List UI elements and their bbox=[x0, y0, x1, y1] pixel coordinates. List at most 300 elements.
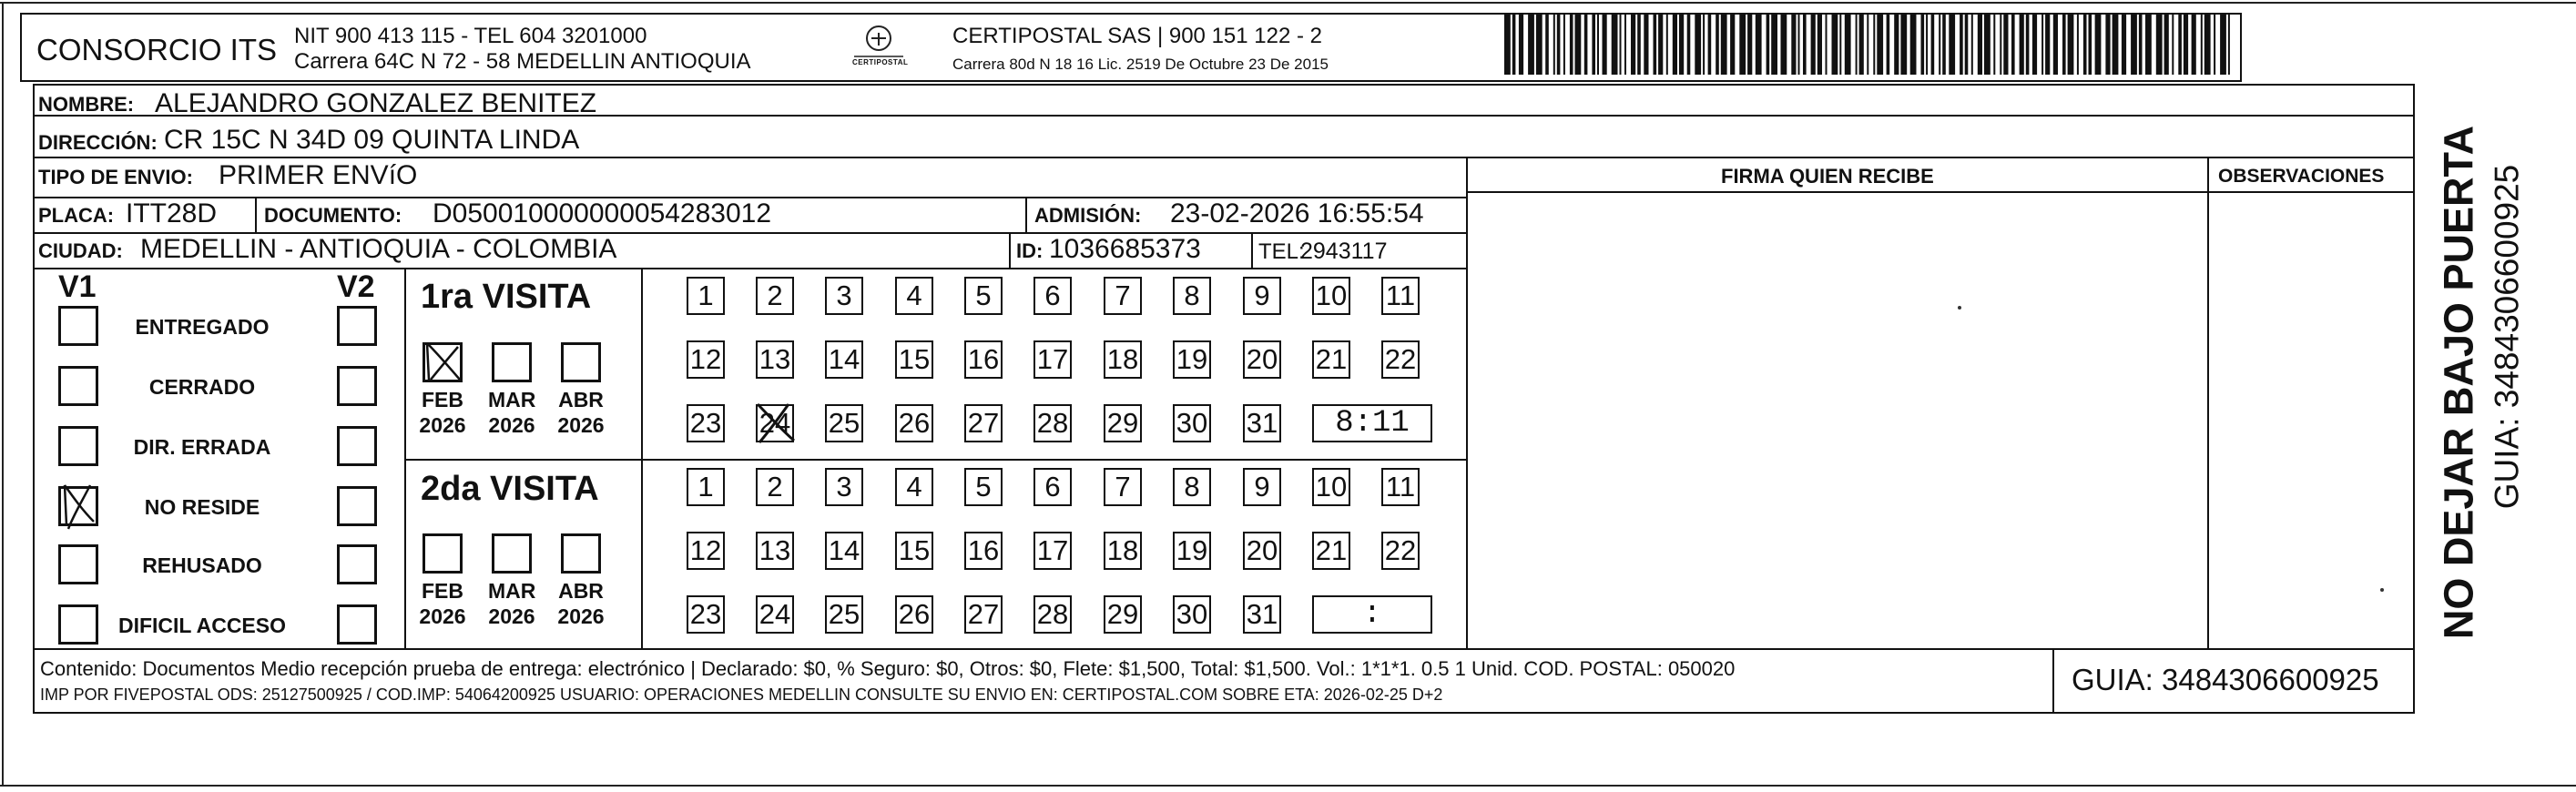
barcode-bar bbox=[2020, 15, 2024, 75]
bottom-form-line bbox=[33, 648, 2415, 650]
barcode-bar bbox=[2156, 15, 2163, 75]
day-box[interactable] bbox=[1173, 340, 1211, 379]
barcode-bar bbox=[1620, 15, 1622, 75]
day-box[interactable] bbox=[1173, 277, 1211, 315]
barcode-bar bbox=[1960, 15, 1963, 75]
barcode-bar bbox=[1563, 15, 1565, 75]
day-number: 15 bbox=[898, 343, 931, 375]
barcode-bar bbox=[1965, 15, 1969, 75]
barcode-bar bbox=[1687, 15, 1691, 75]
barcode-bar bbox=[2122, 15, 2126, 75]
day-box[interactable] bbox=[687, 277, 725, 315]
month-year: 2026 bbox=[488, 413, 535, 437]
barcode-bar bbox=[1811, 15, 1816, 75]
placa-divider bbox=[255, 197, 257, 232]
barcode-bar bbox=[2068, 15, 2074, 75]
obs-left-divider bbox=[2207, 157, 2209, 648]
no-dejar-label: NO DEJAR BAJO PUERTA bbox=[2435, 125, 2482, 640]
day-number: 21 bbox=[1315, 343, 1348, 375]
tel-label: TEL: bbox=[1258, 239, 1305, 264]
day-box[interactable] bbox=[895, 340, 933, 379]
day-box[interactable] bbox=[895, 532, 933, 570]
row-line-2 bbox=[33, 157, 2415, 158]
barcode-bar bbox=[1939, 15, 1940, 75]
day-box[interactable] bbox=[964, 595, 1003, 634]
barcode-bar bbox=[1993, 15, 1995, 75]
barcode-bar bbox=[1894, 15, 1899, 75]
day-box[interactable] bbox=[1381, 340, 1420, 379]
day-number: 7 bbox=[1115, 471, 1131, 503]
day-box[interactable] bbox=[1173, 404, 1211, 442]
month-checkbox[interactable] bbox=[423, 342, 463, 382]
barcode-bar bbox=[2011, 15, 2015, 75]
visit2-title: 2da VISITA bbox=[421, 470, 599, 508]
license-line: Carrera 80d N 18 16 Lic. 2519 De Octubre 23 De 2015 bbox=[952, 56, 1329, 73]
status-label: CERRADO bbox=[148, 375, 256, 399]
day-box[interactable] bbox=[825, 468, 863, 506]
status-label: NO RESIDE bbox=[144, 495, 260, 519]
day-number: 20 bbox=[1246, 343, 1278, 375]
day-box[interactable] bbox=[1033, 277, 1072, 315]
status-label: REHUSADO bbox=[142, 553, 262, 577]
day-box[interactable] bbox=[756, 532, 794, 570]
tel-divider bbox=[1251, 232, 1253, 268]
barcode-bar bbox=[2077, 15, 2079, 75]
barcode-bar bbox=[2083, 15, 2087, 75]
nit-line: NIT 900 413 115 - TEL 604 3201000 bbox=[294, 24, 647, 48]
barcode-bar bbox=[2003, 15, 2008, 75]
barcode-bar bbox=[1624, 15, 1626, 75]
day-box[interactable] bbox=[1104, 340, 1142, 379]
side-guia-label: GUIA: 3484306600925 bbox=[2488, 164, 2526, 510]
v1-label: V1 bbox=[58, 269, 97, 304]
day-number: 13 bbox=[759, 343, 791, 375]
day-number: 13 bbox=[759, 534, 791, 566]
barcode-bar bbox=[1557, 15, 1561, 75]
logo-text: CERTIPOSTAL bbox=[852, 58, 909, 66]
month-year: 2026 bbox=[488, 604, 535, 628]
barcode-bar bbox=[1817, 15, 1822, 75]
status-label: ENTREGADO bbox=[135, 315, 270, 339]
month-checkbox[interactable] bbox=[423, 533, 463, 574]
day-box[interactable] bbox=[756, 595, 794, 634]
day-number: 1 bbox=[697, 279, 714, 311]
month-name: MAR bbox=[488, 579, 536, 603]
day-box[interactable] bbox=[1381, 468, 1420, 506]
day-box[interactable] bbox=[964, 404, 1003, 442]
barcode-bar bbox=[1545, 15, 1549, 75]
day-box[interactable] bbox=[1173, 468, 1211, 506]
day-box[interactable] bbox=[964, 468, 1003, 506]
month-year: 2026 bbox=[419, 604, 466, 628]
day-box[interactable] bbox=[1104, 468, 1142, 506]
day-box[interactable] bbox=[895, 595, 933, 634]
day-number: 23 bbox=[689, 407, 722, 439]
admision-label: ADMISIÓN: bbox=[1034, 204, 1142, 227]
barcode-bar bbox=[1703, 15, 1705, 75]
id-label: ID: bbox=[1016, 239, 1044, 262]
day-box[interactable] bbox=[1033, 404, 1072, 442]
day-number: 22 bbox=[1384, 343, 1417, 375]
barcode-bar bbox=[1592, 15, 1595, 75]
barcode-bar bbox=[2192, 15, 2196, 75]
day-number: 9 bbox=[1254, 471, 1270, 503]
speck bbox=[1958, 306, 1961, 310]
barcode-bar bbox=[1528, 15, 1534, 75]
barcode bbox=[1504, 15, 2233, 75]
documento-label: DOCUMENTO: bbox=[264, 204, 402, 227]
day-number: 4 bbox=[906, 471, 922, 503]
barcode-bar bbox=[1949, 15, 1955, 75]
barcode-bar bbox=[2220, 15, 2226, 75]
month-name: ABR bbox=[558, 388, 604, 411]
barcode-bar bbox=[2000, 15, 2001, 75]
top-border-line bbox=[0, 2, 2576, 4]
month-checkbox[interactable] bbox=[492, 342, 532, 382]
day-box[interactable] bbox=[1312, 277, 1350, 315]
row-line-5 bbox=[33, 268, 1466, 269]
barcode-bar bbox=[1803, 15, 1807, 75]
barcode-bar bbox=[1887, 15, 1890, 75]
barcode-bar bbox=[2214, 15, 2215, 75]
address-line: Carrera 64C N 72 - 58 MEDELLIN ANTIOQUIA bbox=[294, 49, 751, 74]
day-number: 16 bbox=[967, 534, 1000, 566]
barcode-bar bbox=[2032, 15, 2037, 75]
day-number: 26 bbox=[898, 407, 931, 439]
barcode-bar bbox=[2184, 15, 2188, 75]
v2-checkbox[interactable] bbox=[337, 604, 377, 645]
day-box[interactable] bbox=[1033, 468, 1072, 506]
day-box[interactable] bbox=[1173, 595, 1211, 634]
day-box[interactable] bbox=[825, 277, 863, 315]
documento-value: D050010000000054283012 bbox=[433, 198, 772, 228]
barcode-bar bbox=[1679, 15, 1684, 75]
day-box[interactable] bbox=[1312, 468, 1350, 506]
barcode-bar bbox=[1730, 15, 1735, 75]
barcode-bar bbox=[1739, 15, 1746, 75]
day-box[interactable] bbox=[756, 277, 794, 315]
nombre-value: ALEJANDRO GONZALEZ BENITEZ bbox=[155, 88, 597, 118]
id-value: 1036685373 bbox=[1049, 234, 1201, 264]
firma-label: FIRMA QUIEN RECIBE bbox=[1721, 165, 1934, 188]
barcode-bar bbox=[2178, 15, 2182, 75]
barcode-bar bbox=[1519, 15, 1523, 75]
barcode-bar bbox=[1826, 15, 1828, 75]
day-box[interactable] bbox=[825, 404, 863, 442]
month-year: 2026 bbox=[557, 413, 605, 437]
tipo-value: PRIMER ENVíO bbox=[219, 160, 418, 190]
barcode-bar bbox=[1781, 15, 1787, 75]
barcode-bar bbox=[1845, 15, 1851, 75]
barcode-bar bbox=[2201, 15, 2203, 75]
day-number: 12 bbox=[689, 534, 722, 566]
visit1-title: 1ra VISITA bbox=[421, 278, 592, 316]
v2-checkbox[interactable] bbox=[337, 306, 377, 346]
barcode-bar bbox=[2053, 15, 2058, 75]
day-box[interactable] bbox=[756, 404, 794, 442]
barcode-bar bbox=[1553, 15, 1555, 75]
day-number: 3 bbox=[836, 471, 852, 503]
day-number: 10 bbox=[1315, 471, 1348, 503]
day-box[interactable] bbox=[1243, 277, 1281, 315]
day-number: 10 bbox=[1315, 279, 1348, 311]
day-box[interactable] bbox=[895, 468, 933, 506]
barcode-bar bbox=[1716, 15, 1719, 75]
day-number: 24 bbox=[759, 598, 791, 630]
day-number: 27 bbox=[967, 598, 1000, 630]
day-box[interactable] bbox=[756, 340, 794, 379]
admision-value: 23-02-2026 16:55:54 bbox=[1170, 198, 1424, 228]
barcode-bar bbox=[1791, 15, 1796, 75]
barcode-bar bbox=[1767, 15, 1770, 75]
day-number: 1 bbox=[697, 471, 714, 503]
firma-left-divider bbox=[1466, 157, 1468, 648]
day-number: 11 bbox=[1385, 471, 1416, 503]
barcode-bar bbox=[1900, 15, 1907, 75]
day-number: 19 bbox=[1176, 534, 1208, 566]
v2-checkbox[interactable] bbox=[337, 486, 377, 526]
v2-checkbox[interactable] bbox=[337, 366, 377, 406]
day-number: 29 bbox=[1106, 598, 1139, 630]
ciudad-value: MEDELLIN - ANTIOQUIA - COLOMBIA bbox=[140, 234, 617, 264]
barcode-bar bbox=[1873, 15, 1875, 75]
admision-divider bbox=[1025, 197, 1027, 232]
barcode-bar bbox=[1926, 15, 1928, 75]
barcode-bar bbox=[1631, 15, 1635, 75]
barcode-bar bbox=[1597, 15, 1599, 75]
month-checkbox[interactable] bbox=[561, 342, 601, 382]
day-box[interactable] bbox=[687, 340, 725, 379]
barcode-bar bbox=[1673, 15, 1677, 75]
day-number: 26 bbox=[898, 598, 931, 630]
day-number: 14 bbox=[828, 343, 860, 375]
day-box[interactable] bbox=[687, 404, 725, 442]
day-number: 12 bbox=[689, 343, 722, 375]
day-number: 14 bbox=[828, 534, 860, 566]
barcode-bar bbox=[2204, 15, 2211, 75]
day-box[interactable] bbox=[1381, 277, 1420, 315]
barcode-bar bbox=[2145, 15, 2152, 75]
month-checkbox[interactable] bbox=[561, 533, 601, 574]
day-box[interactable] bbox=[1312, 340, 1350, 379]
day-box[interactable] bbox=[964, 340, 1003, 379]
day-number: 6 bbox=[1044, 471, 1061, 503]
tel-value: 2943117 bbox=[1300, 239, 1388, 264]
barcode-bar bbox=[1666, 15, 1668, 75]
day-number: 3 bbox=[836, 279, 852, 311]
barcode-bar bbox=[1504, 15, 1511, 75]
day-number: 9 bbox=[1254, 279, 1270, 311]
day-box[interactable] bbox=[1173, 532, 1211, 570]
month-year: 2026 bbox=[419, 413, 466, 437]
day-number: 2 bbox=[767, 471, 783, 503]
day-box[interactable] bbox=[1104, 277, 1142, 315]
day-number: 17 bbox=[1036, 534, 1069, 566]
barcode-bar bbox=[1658, 15, 1663, 75]
day-box[interactable] bbox=[1243, 468, 1281, 506]
barcode-bar bbox=[2172, 15, 2174, 75]
day-number: 5 bbox=[975, 471, 992, 503]
barcode-bar bbox=[2045, 15, 2050, 75]
day-number: 11 bbox=[1385, 279, 1416, 311]
visit-split-line bbox=[404, 459, 1466, 461]
barcode-bar bbox=[1859, 15, 1864, 75]
barcode-bar bbox=[1637, 15, 1641, 75]
barcode-bar bbox=[1839, 15, 1841, 75]
barcode-bar bbox=[1910, 15, 1917, 75]
month-name: MAR bbox=[488, 388, 536, 411]
barcode-bar bbox=[2105, 15, 2110, 75]
day-number: 22 bbox=[1384, 534, 1417, 566]
day-box[interactable] bbox=[825, 340, 863, 379]
day-box[interactable] bbox=[1033, 340, 1072, 379]
day-number: 18 bbox=[1106, 534, 1139, 566]
footer-guia: GUIA: 3484306600925 bbox=[2072, 663, 2379, 696]
day-number: 28 bbox=[1036, 598, 1069, 630]
day-number: 25 bbox=[828, 407, 860, 439]
day-number: 20 bbox=[1246, 534, 1278, 566]
day-box[interactable] bbox=[687, 468, 725, 506]
day-number: 18 bbox=[1106, 343, 1139, 375]
day-box[interactable] bbox=[825, 595, 863, 634]
barcode-bar bbox=[1695, 15, 1701, 75]
barcode-bar bbox=[1798, 15, 1800, 75]
barcode-bar bbox=[2113, 15, 2119, 75]
status-label: DIFICIL ACCESO bbox=[117, 614, 286, 637]
day-number: 23 bbox=[689, 598, 722, 630]
day-box[interactable] bbox=[756, 468, 794, 506]
barcode-bar bbox=[1756, 15, 1762, 75]
day-number: 25 bbox=[828, 598, 860, 630]
firma-header-line bbox=[1466, 191, 2415, 193]
day-number: 30 bbox=[1176, 407, 1208, 439]
barcode-bar bbox=[2089, 15, 2092, 75]
month-name: ABR bbox=[558, 579, 604, 603]
month-name: FEB bbox=[422, 388, 463, 411]
direccion-label: DIRECCIÓN: bbox=[38, 131, 158, 154]
barcode-bar bbox=[1747, 15, 1752, 75]
barcode-bar bbox=[1721, 15, 1727, 75]
barcode-bar bbox=[1921, 15, 1925, 75]
visit-days-divider bbox=[641, 268, 643, 648]
month-year: 2026 bbox=[557, 604, 605, 628]
barcode-bar bbox=[2041, 15, 2043, 75]
day-number: 28 bbox=[1036, 407, 1069, 439]
day-box[interactable] bbox=[964, 532, 1003, 570]
day-box[interactable] bbox=[1312, 532, 1350, 570]
barcode-bar bbox=[1978, 15, 1982, 75]
day-box[interactable] bbox=[1381, 532, 1420, 570]
footer-contenido: Contenido: Documentos Medio recepción prueba de entrega: electrónico | Declarado: $0, % Seguro: $0, Otros: $0, Flete: $1,500, Total: $1,500. Vol.: 1*1*1. 0.5 1 Unid. COD. POSTAL: 050020 bbox=[40, 657, 1736, 680]
footer-imp: IMP POR FIVEPOSTAL ODS: 25127500925 / COD.IMP: 54064200925 USUARIO: OPERACIONES MEDELLIN CONSULTE SU ENVIO EN: CERTIPOSTAL.COM SOBRE ETA: 2026-02-25 D+2 bbox=[40, 685, 1443, 704]
day-number: 4 bbox=[906, 279, 922, 311]
day-number: 30 bbox=[1176, 598, 1208, 630]
day-box[interactable] bbox=[895, 404, 933, 442]
day-number: 6 bbox=[1044, 279, 1061, 311]
nombre-label: NOMBRE: bbox=[38, 93, 135, 116]
day-number: 31 bbox=[1246, 598, 1278, 630]
month-checkbox[interactable] bbox=[492, 533, 532, 574]
status-label: DIR. ERRADA bbox=[133, 435, 271, 459]
barcode-bar bbox=[2062, 15, 2066, 75]
barcode-bar bbox=[2228, 15, 2230, 75]
day-number: 15 bbox=[898, 534, 931, 566]
barcode-bar bbox=[1971, 15, 1973, 75]
barcode-bar bbox=[1877, 15, 1883, 75]
visit-time-box[interactable]: : bbox=[1312, 595, 1432, 634]
barcode-bar bbox=[1867, 15, 1868, 75]
day-box[interactable] bbox=[687, 532, 725, 570]
barcode-bar bbox=[1512, 15, 1516, 75]
speck bbox=[2380, 588, 2384, 592]
day-box[interactable] bbox=[1243, 340, 1281, 379]
day-box[interactable] bbox=[1033, 595, 1072, 634]
day-box[interactable] bbox=[1243, 532, 1281, 570]
barcode-bar bbox=[1708, 15, 1712, 75]
day-number: 8 bbox=[1184, 279, 1200, 311]
barcode-bar bbox=[1603, 15, 1607, 75]
v2-checkbox[interactable] bbox=[337, 426, 377, 466]
barcode-bar bbox=[1832, 15, 1838, 75]
day-box[interactable] bbox=[1033, 532, 1072, 570]
day-number: 21 bbox=[1315, 534, 1348, 566]
day-number: 17 bbox=[1036, 343, 1069, 375]
barcode-bar bbox=[1942, 15, 1946, 75]
day-box[interactable] bbox=[1243, 404, 1281, 442]
day-number: 2 bbox=[767, 279, 783, 311]
barcode-bar bbox=[1856, 15, 1858, 75]
barcode-bar bbox=[1536, 15, 1543, 75]
day-box[interactable] bbox=[1243, 595, 1281, 634]
v2-checkbox[interactable] bbox=[337, 544, 377, 584]
placa-value: ITT28D bbox=[126, 198, 218, 228]
day-number: 29 bbox=[1106, 407, 1139, 439]
barcode-bar bbox=[1584, 15, 1588, 75]
guia-box-divider bbox=[2052, 648, 2054, 714]
status-divider bbox=[404, 268, 406, 648]
day-number: 8 bbox=[1184, 471, 1200, 503]
bottom-border-line bbox=[0, 785, 2576, 787]
day-number: 16 bbox=[967, 343, 1000, 375]
placa-label: PLACA: bbox=[38, 204, 115, 227]
day-number: 7 bbox=[1115, 279, 1131, 311]
barcode-bar bbox=[2164, 15, 2169, 75]
visit-time-box[interactable]: 8:11 bbox=[1312, 404, 1432, 442]
day-box[interactable] bbox=[1104, 404, 1142, 442]
month-name: FEB bbox=[422, 579, 463, 603]
day-box[interactable] bbox=[1104, 532, 1142, 570]
direccion-value: CR 15C N 34D 09 QUINTA LINDA bbox=[164, 125, 580, 155]
day-box[interactable] bbox=[687, 595, 725, 634]
barcode-bar bbox=[1644, 15, 1648, 75]
barcode-bar bbox=[2139, 15, 2143, 75]
day-box[interactable] bbox=[1104, 595, 1142, 634]
tipo-label: TIPO DE ENVIO: bbox=[38, 166, 193, 188]
barcode-bar bbox=[1931, 15, 1935, 75]
ciudad-label: CIUDAD: bbox=[38, 239, 123, 262]
barcode-bar bbox=[1984, 15, 1991, 75]
barcode-bar bbox=[2095, 15, 2102, 75]
barcode-bar bbox=[1575, 15, 1582, 75]
day-box[interactable] bbox=[825, 532, 863, 570]
company-name: CONSORCIO ITS bbox=[36, 33, 278, 66]
day-number: 5 bbox=[975, 279, 992, 311]
day-number: 24 bbox=[759, 407, 791, 439]
day-box[interactable] bbox=[895, 277, 933, 315]
barcode-bar bbox=[1612, 15, 1618, 75]
v2-label: V2 bbox=[337, 269, 375, 304]
day-box[interactable] bbox=[964, 277, 1003, 315]
